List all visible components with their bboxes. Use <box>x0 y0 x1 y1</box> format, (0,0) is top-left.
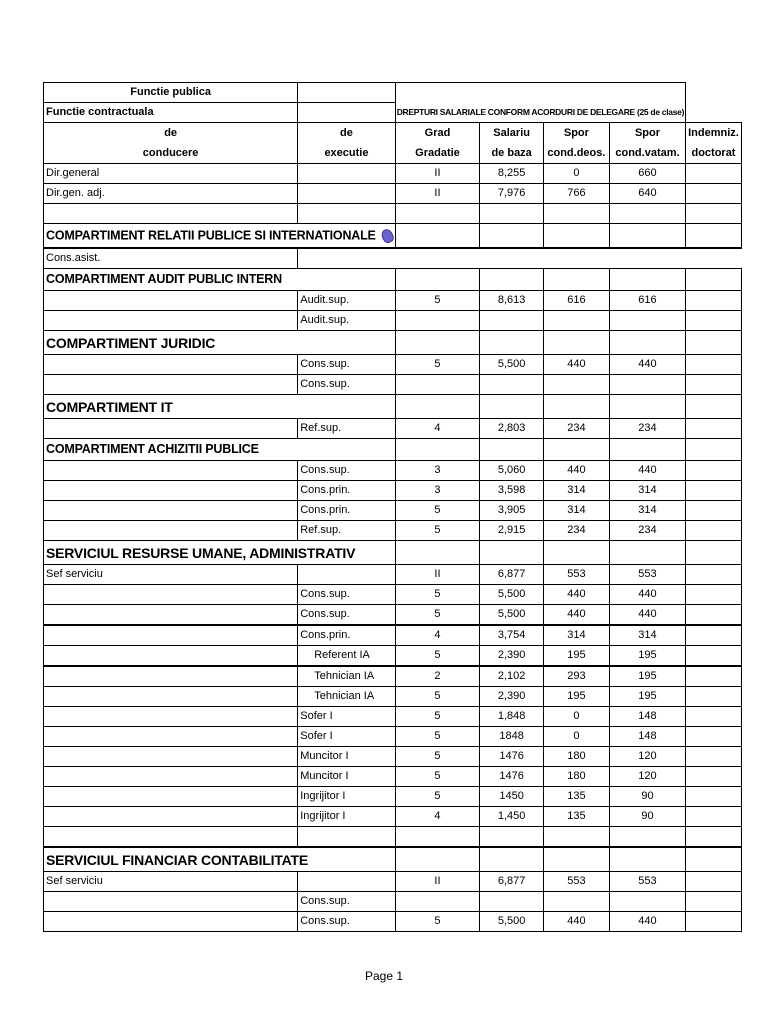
section-row-resurse-umane <box>44 541 742 565</box>
section-title-audit: COMPARTIMENT AUDIT PUBLIC INTERN <box>44 269 396 291</box>
table-row: Tehnician IA 5 2,390 195 195 <box>44 687 742 707</box>
table-row: Ingrijitor I 5 1450 135 90 <box>44 787 742 807</box>
functie-contractuala-label: Functie contractuala <box>44 103 298 123</box>
col-spor-vatam-header: Spor <box>609 123 685 144</box>
col-salariu-header: Salariu <box>480 123 544 144</box>
salary-table <box>43 82 742 932</box>
table-row: Tehnician IA 2 2,102 293 195 <box>44 666 742 687</box>
table-row: Sofer I 5 1,848 0 148 <box>44 707 742 727</box>
table-row: Cons.sup. 5 5,500 440 440 <box>44 585 742 605</box>
table-row: Dir.gen. adj. II 7,976 766 640 <box>44 184 742 204</box>
col-salariu-subheader: de baza <box>480 143 544 164</box>
table-row: Muncitor I 5 1476 180 120 <box>44 747 742 767</box>
section-title-relatii-publice: COMPARTIMENT RELATII PUBLICE SI INTERNATIONALE <box>44 224 396 249</box>
table-row: Muncitor I 5 1476 180 120 <box>44 767 742 787</box>
drepturi-salariale-title: DREPTURI SALARIALE CONFORM ACORDURI DE DELEGARE (25 de clase) <box>395 103 685 123</box>
col-conducere-subheader: conducere <box>44 143 298 164</box>
table-row: Audit.sup. <box>44 311 742 331</box>
pin-icon <box>379 227 395 244</box>
table-row: Cons.prin. 3 3,598 314 314 <box>44 481 742 501</box>
table-row: Ref.sup. 5 2,915 234 234 <box>44 521 742 541</box>
col-indemniz-subheader: doctorat <box>686 143 742 164</box>
table-row: Cons.prin. 5 3,905 314 314 <box>44 501 742 521</box>
table-row: Cons.sup. <box>44 375 742 395</box>
section-title-juridic: COMPARTIMENT JURIDIC <box>44 331 396 355</box>
section-title-it: COMPARTIMENT IT <box>44 395 396 419</box>
page-number: Page 1 <box>364 969 404 983</box>
column-header-row-top <box>44 123 742 144</box>
table-row: Cons.sup. <box>44 892 742 912</box>
col-indemniz-header: Indemniz. <box>686 123 742 144</box>
col-grad-header: Grad <box>395 123 480 144</box>
table-row: Sofer I 5 1848 0 148 <box>44 727 742 747</box>
col-grad-subheader: Gradatie <box>395 143 480 164</box>
col-spor-vatam-subheader: cond.vatam. <box>609 143 685 164</box>
section-row-achizitii <box>44 439 742 461</box>
table-row: Ref.sup. 4 2,803 234 234 <box>44 419 742 439</box>
table-row: Cons.sup. 5 5,500 440 440 <box>44 355 742 375</box>
col-spor-deos-subheader: cond.deos. <box>543 143 609 164</box>
table-row: Sef serviciu II 6,877 553 553 <box>44 872 742 892</box>
section-title-achizitii: COMPARTIMENT ACHIZITII PUBLICE <box>44 439 396 461</box>
table-row: Ingrijitor I 4 1,450 135 90 <box>44 807 742 827</box>
column-header-row-bottom <box>44 143 742 164</box>
table-row: Cons.sup. 3 5,060 440 440 <box>44 461 742 481</box>
table-row: Cons.prin. 4 3,754 314 314 <box>44 625 742 646</box>
col-spor-deos-header: Spor <box>543 123 609 144</box>
section-row-juridic <box>44 331 742 355</box>
empty-row <box>44 204 742 224</box>
table-row: Cons.asist. <box>44 248 742 269</box>
table-row: Cons.sup. 5 5,500 440 440 <box>44 912 742 932</box>
table-row: Audit.sup. 5 8,613 616 616 <box>44 291 742 311</box>
col-conducere-header: de <box>44 123 298 144</box>
empty-row <box>44 827 742 848</box>
section-row-relatii-publice <box>44 224 742 249</box>
header-row-functie-publica <box>44 83 742 103</box>
table-row: Referent IA 5 2,390 195 195 <box>44 646 742 667</box>
section-row-it <box>44 395 742 419</box>
header-row-functie-contractuala <box>44 103 742 123</box>
functie-publica-label: Functie publica <box>44 83 298 103</box>
col-executie-subheader: executie <box>298 143 395 164</box>
section-row-financiar <box>44 847 742 872</box>
table-row: Dir.general II 8,255 0 660 <box>44 164 742 184</box>
section-title-resurse-umane: SERVICIUL RESURSE UMANE, ADMINISTRATIV <box>44 541 396 565</box>
col-executie-header: de <box>298 123 395 144</box>
table-row: Cons.sup. 5 5,500 440 440 <box>44 605 742 626</box>
table-row: Sef serviciu II 6,877 553 553 <box>44 565 742 585</box>
section-row-audit <box>44 269 742 291</box>
section-title-financiar: SERVICIUL FINANCIAR CONTABILITATE <box>44 847 396 872</box>
